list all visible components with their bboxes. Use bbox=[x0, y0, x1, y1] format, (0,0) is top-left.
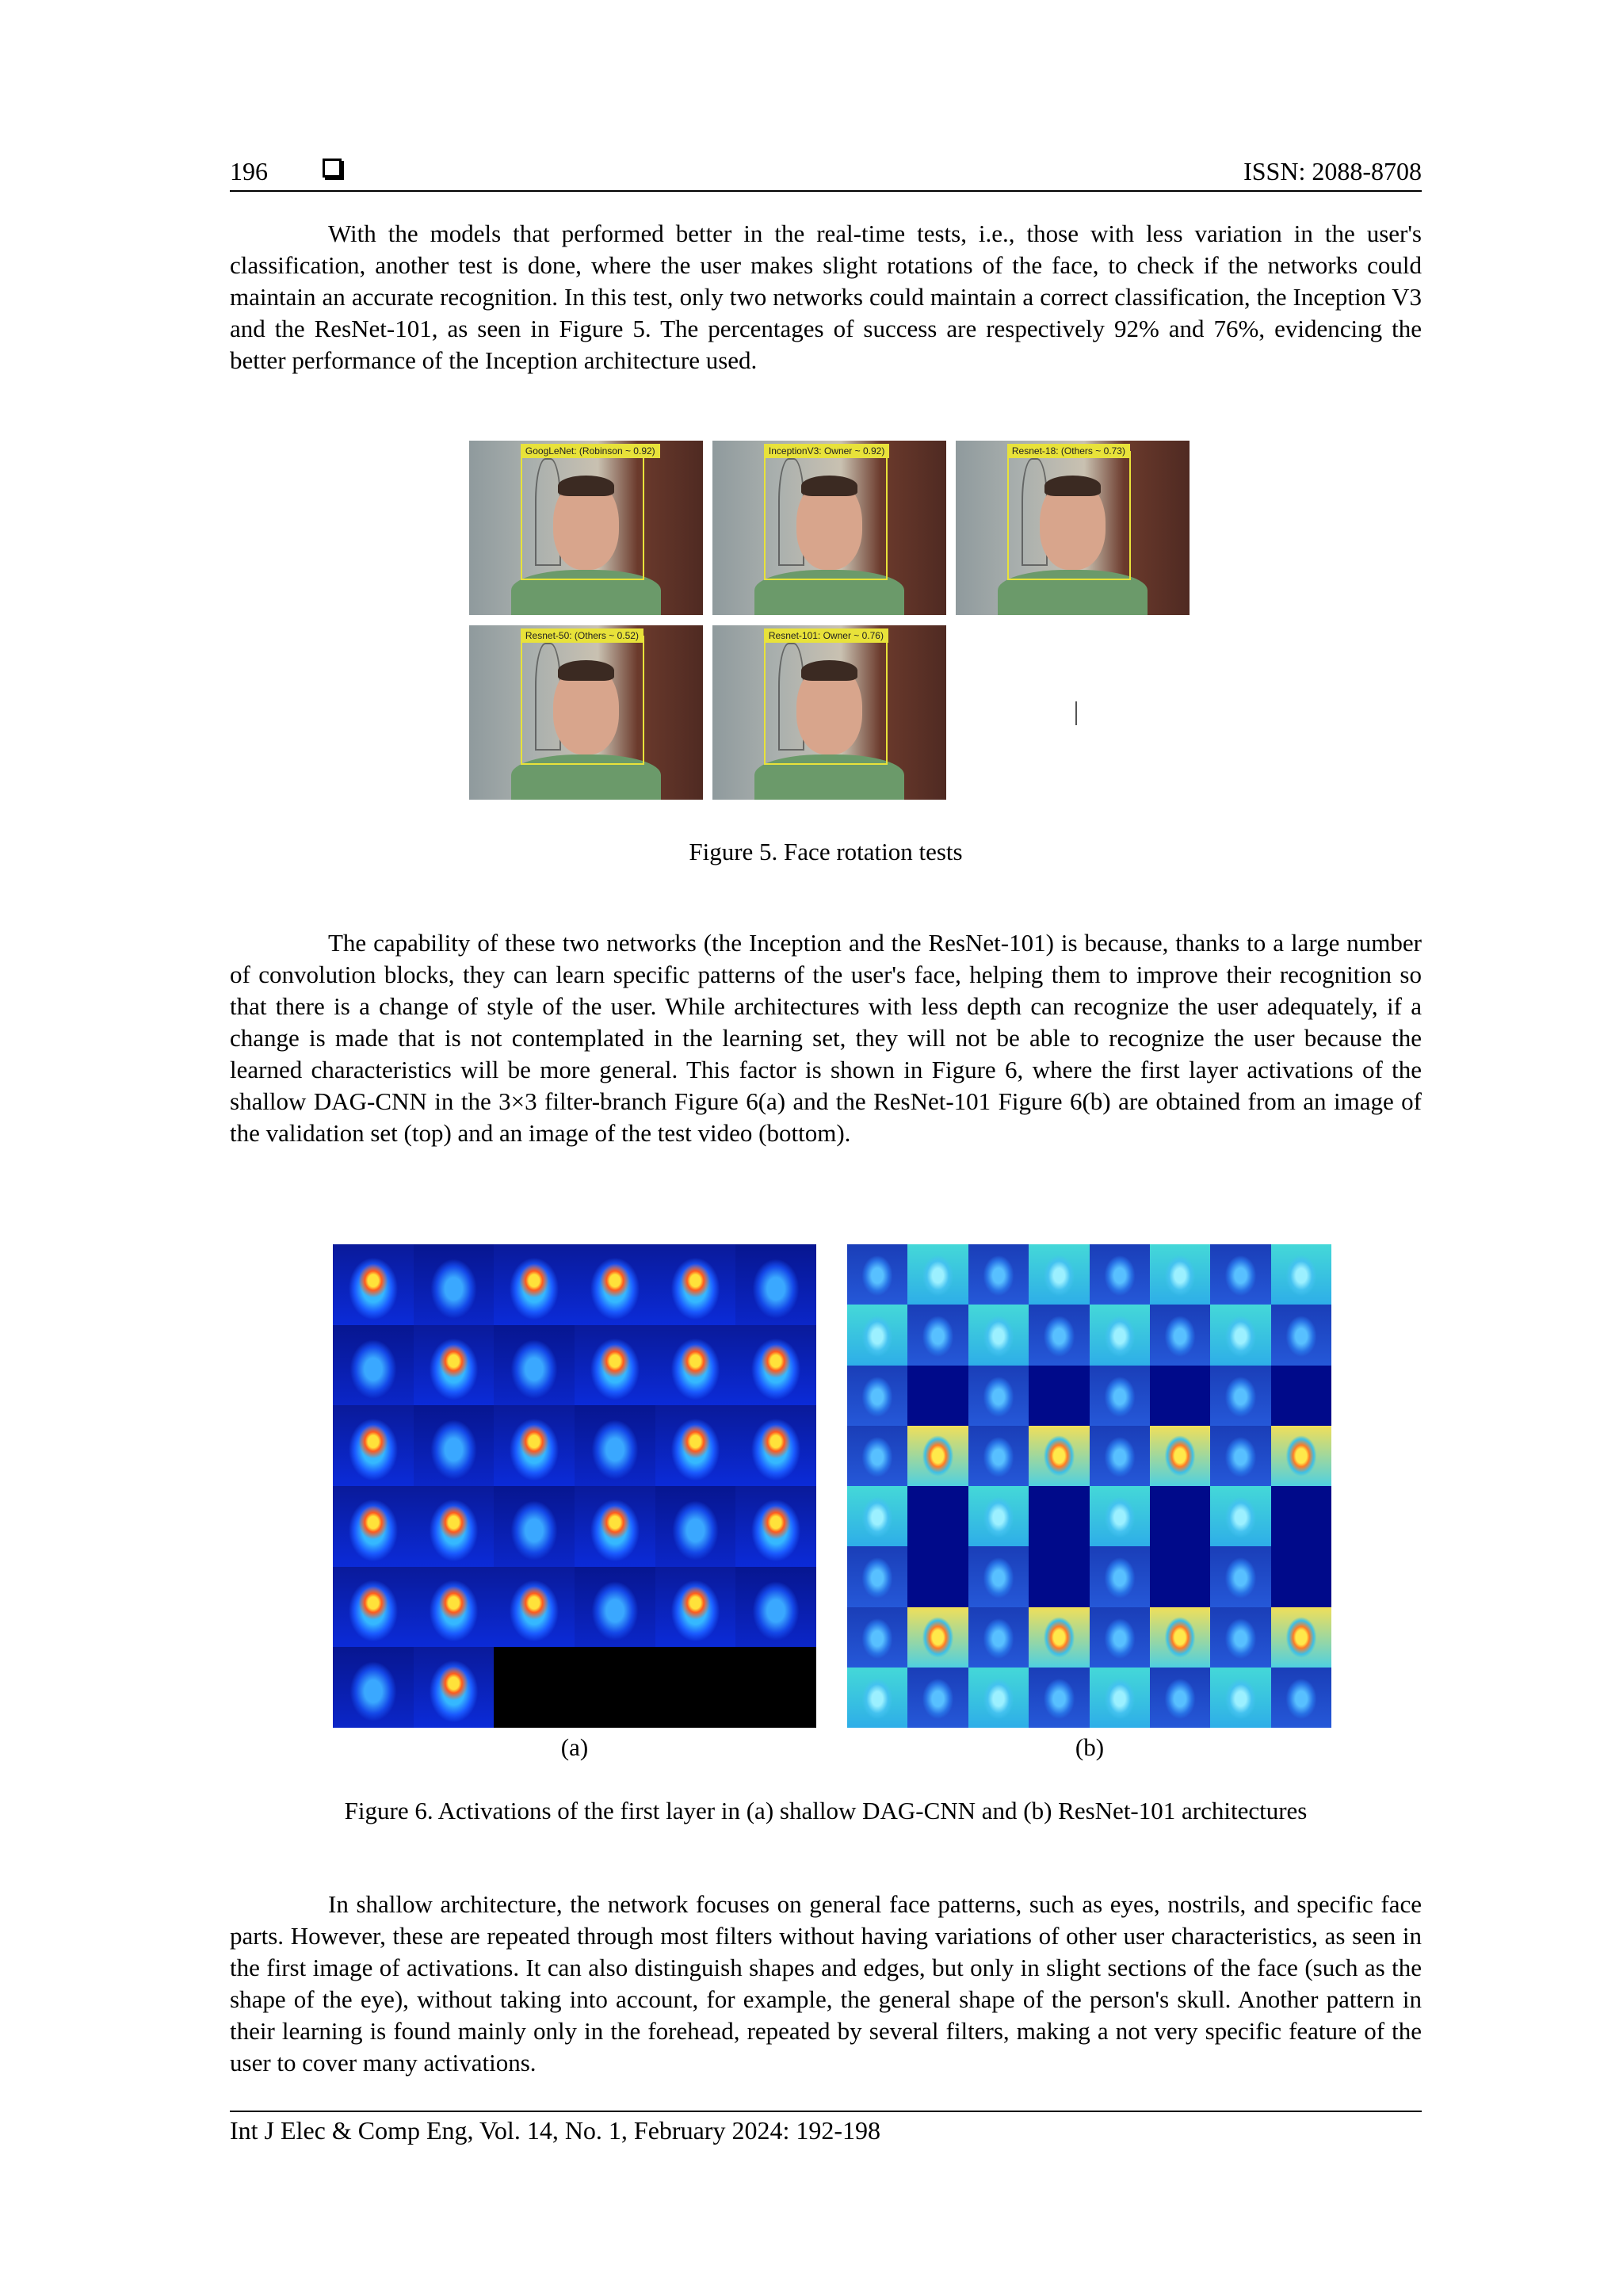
activation-tile bbox=[655, 1244, 736, 1325]
activation-tile bbox=[1210, 1244, 1270, 1305]
activation-tile bbox=[1090, 1305, 1150, 1365]
checkbox-icon bbox=[323, 159, 342, 178]
activation-tile bbox=[968, 1426, 1029, 1486]
activation-tile bbox=[968, 1546, 1029, 1606]
activation-tile bbox=[494, 1244, 575, 1325]
activation-tile bbox=[847, 1244, 907, 1305]
activation-tile bbox=[494, 1405, 575, 1486]
activation-tile bbox=[1210, 1486, 1270, 1546]
activation-tile bbox=[414, 1647, 495, 1728]
figure-5-caption: Figure 5. Face rotation tests bbox=[689, 838, 963, 865]
activation-tile bbox=[847, 1607, 907, 1668]
activation-tile bbox=[414, 1486, 495, 1567]
activation-tile bbox=[1271, 1305, 1331, 1365]
activation-tile bbox=[1090, 1486, 1150, 1546]
activation-tile bbox=[655, 1647, 736, 1728]
activation-tile bbox=[414, 1567, 495, 1648]
activation-tile bbox=[575, 1244, 655, 1325]
activation-tile bbox=[1090, 1546, 1150, 1606]
activation-tile bbox=[1029, 1244, 1089, 1305]
activation-tile bbox=[494, 1567, 575, 1648]
activation-tile bbox=[494, 1647, 575, 1728]
face-frame-resnet18 bbox=[956, 441, 1190, 615]
activation-tile bbox=[1210, 1305, 1270, 1365]
frame-label: Resnet-101: Owner ~ 0.76) bbox=[764, 628, 888, 643]
face-frame-inceptionv3 bbox=[712, 441, 946, 615]
activation-tile bbox=[907, 1668, 968, 1728]
activation-tile bbox=[1271, 1607, 1331, 1668]
activation-tile bbox=[1150, 1305, 1210, 1365]
activation-tile bbox=[968, 1366, 1029, 1426]
activation-tile bbox=[575, 1567, 655, 1648]
activation-tile bbox=[968, 1607, 1029, 1668]
activation-tile bbox=[575, 1325, 655, 1406]
activation-tile bbox=[1090, 1366, 1150, 1426]
activation-tile bbox=[907, 1305, 968, 1365]
footer-citation: Int J Elec & Comp Eng, Vol. 14, No. 1, February 2024: 192-198 bbox=[230, 2116, 880, 2145]
activation-tile bbox=[1150, 1607, 1210, 1668]
activation-tile bbox=[1210, 1426, 1270, 1486]
activation-tile bbox=[1090, 1668, 1150, 1728]
frame-label: GoogLeNet: (Robinson ~ 0.92) bbox=[521, 444, 660, 458]
activation-tile bbox=[333, 1647, 414, 1728]
activation-tile bbox=[1029, 1305, 1089, 1365]
activation-tile bbox=[968, 1305, 1029, 1365]
activation-tile bbox=[1210, 1668, 1270, 1728]
activation-tile bbox=[847, 1366, 907, 1426]
activation-grid-b bbox=[847, 1244, 1331, 1728]
activation-tile bbox=[907, 1366, 968, 1426]
activation-tile bbox=[1150, 1668, 1210, 1728]
stray-mark bbox=[1075, 701, 1077, 725]
header-rule bbox=[230, 190, 1422, 192]
activation-tile bbox=[907, 1426, 968, 1486]
activation-tile bbox=[1150, 1244, 1210, 1305]
activation-tile bbox=[907, 1546, 968, 1606]
activation-tile bbox=[655, 1486, 736, 1567]
face-frame-googlenet bbox=[469, 441, 703, 615]
activation-tile bbox=[414, 1244, 495, 1325]
activation-tile bbox=[1029, 1668, 1089, 1728]
figure-6-caption: Figure 6. Activations of the first layer in (a) shallow DAG-CNN and (b) ResNet-101 architectures bbox=[344, 1797, 1308, 1824]
footer-rule bbox=[230, 2111, 1422, 2112]
subfigure-label-a: (a) bbox=[560, 1733, 589, 1761]
activation-tile bbox=[735, 1486, 816, 1567]
activation-tile bbox=[1029, 1366, 1089, 1426]
frame-label: InceptionV3: Owner ~ 0.92) bbox=[764, 444, 889, 458]
activation-tile bbox=[847, 1668, 907, 1728]
paragraph-3: In shallow architecture, the network focuses on general face patterns, such as eyes, nostrils, and specific face parts. However, these are repeated through most filters without having variations of other user characteristics, as seen in the first image of activations. It can also distinguish shapes and edges, but only in slight sections of the face (such as the shape of the eye), without taking into account, for example, the general shape of the person's skull. Another pattern in their learning is found mainly only in the forehead, repeated by several filters, making a not very specific feature of the user to cover many activations. bbox=[230, 1890, 1422, 2076]
activation-tile bbox=[655, 1325, 736, 1406]
frame-label: Resnet-18: (Others ~ 0.73) bbox=[1007, 444, 1130, 458]
activation-tile bbox=[735, 1325, 816, 1406]
activation-tile bbox=[1150, 1546, 1210, 1606]
activation-tile bbox=[847, 1305, 907, 1365]
paragraph-1: With the models that performed better in the real-time tests, i.e., those with less variation in the user's classification, another test is done, where the user makes slight rotations of the face, to check if the networks could maintain an accurate recognition. In this test, only two networks could maintain a correct classification, the Inception V3 and the ResNet-101, as seen in Figure 5. The percentages of success are respectively 92% and 76%, evidencing the better performance of the Inception architecture used. bbox=[230, 220, 1422, 374]
activation-tile bbox=[1210, 1366, 1270, 1426]
activation-tile bbox=[847, 1546, 907, 1606]
activation-tile bbox=[907, 1486, 968, 1546]
activation-tile bbox=[575, 1405, 655, 1486]
paragraph-2: The capability of these two networks (the Inception and the ResNet-101) is because, thanks to a large number of convolution blocks, they can learn specific patterns of the user's face, helping them to improve their recognition so that there is a change of style of the user. While architectures with less depth can recognize the user adequately, if a change is made that is not contemplated in the learning set, they will not be able to recognize the user because the learned characteristics will be more general. This factor is shown in Figure 6, where the first layer activations of the shallow DAG-CNN in the 3×3 filter-branch Figure 6(a) and the ResNet-101 Figure 6(b) are obtained from an image of the validation set (top) and an image of the test video (bottom). bbox=[230, 929, 1422, 1147]
activation-tile bbox=[735, 1647, 816, 1728]
activation-tile bbox=[968, 1486, 1029, 1546]
activation-tile bbox=[333, 1405, 414, 1486]
activation-tile bbox=[1210, 1546, 1270, 1606]
activation-tile bbox=[494, 1325, 575, 1406]
activation-tile bbox=[414, 1405, 495, 1486]
frame-label: Resnet-50: (Others ~ 0.52) bbox=[521, 628, 643, 643]
face-frame-resnet50 bbox=[469, 625, 703, 800]
activation-tile bbox=[1029, 1486, 1089, 1546]
activation-tile bbox=[1210, 1607, 1270, 1668]
activation-tile bbox=[907, 1607, 968, 1668]
activation-tile bbox=[575, 1647, 655, 1728]
activation-tile bbox=[735, 1567, 816, 1648]
activation-tile bbox=[494, 1486, 575, 1567]
activation-tile bbox=[1271, 1426, 1331, 1486]
activation-tile bbox=[1029, 1426, 1089, 1486]
face-frame-resnet101 bbox=[712, 625, 946, 800]
activation-tile bbox=[1150, 1366, 1210, 1426]
activation-tile bbox=[333, 1486, 414, 1567]
activation-tile bbox=[1150, 1486, 1210, 1546]
activation-tile bbox=[1090, 1426, 1150, 1486]
activation-tile bbox=[1271, 1546, 1331, 1606]
activation-tile bbox=[1029, 1546, 1089, 1606]
activation-tile bbox=[847, 1486, 907, 1546]
activation-tile bbox=[735, 1405, 816, 1486]
activation-tile bbox=[968, 1244, 1029, 1305]
activation-tile bbox=[1029, 1607, 1089, 1668]
activation-tile bbox=[1271, 1668, 1331, 1728]
activation-tile bbox=[655, 1567, 736, 1648]
activation-tile bbox=[1090, 1607, 1150, 1668]
activation-tile bbox=[968, 1668, 1029, 1728]
activation-tile bbox=[907, 1244, 968, 1305]
activation-grid-a bbox=[333, 1244, 816, 1728]
activation-tile bbox=[333, 1244, 414, 1325]
activation-tile bbox=[847, 1426, 907, 1486]
activation-tile bbox=[575, 1486, 655, 1567]
activation-tile bbox=[655, 1405, 736, 1486]
activation-tile bbox=[1090, 1244, 1150, 1305]
activation-tile bbox=[414, 1325, 495, 1406]
journal-issn: ISSN: 2088-8708 bbox=[1243, 157, 1422, 185]
subfigure-label-b: (b) bbox=[1075, 1733, 1105, 1761]
activation-tile bbox=[333, 1325, 414, 1406]
activation-tile bbox=[1271, 1486, 1331, 1546]
activation-tile bbox=[1271, 1366, 1331, 1426]
activation-tile bbox=[1150, 1426, 1210, 1486]
activation-tile bbox=[1271, 1244, 1331, 1305]
activation-tile bbox=[333, 1567, 414, 1648]
activation-tile bbox=[735, 1244, 816, 1325]
page-number: 196 bbox=[230, 157, 268, 185]
